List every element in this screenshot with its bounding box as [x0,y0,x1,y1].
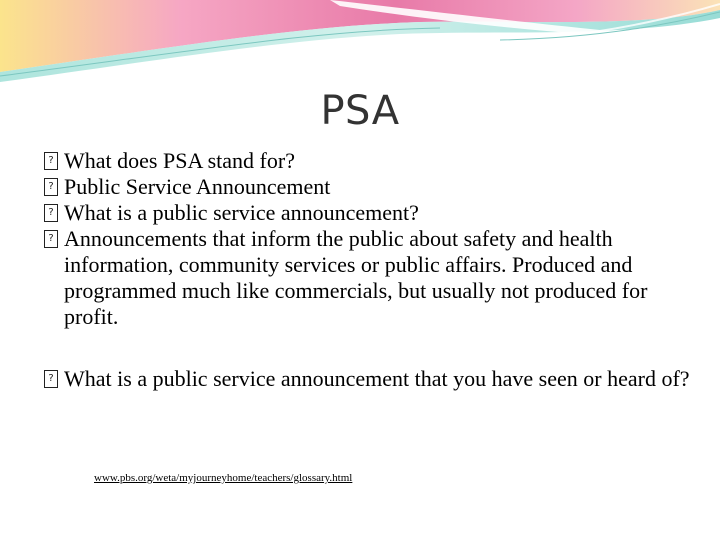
bullet-text: What is a public service announcement that you have seen or heard of? [64,366,690,391]
bullet-marker-icon: ? [44,370,58,388]
bullet-marker-icon: ? [44,230,58,248]
bullet-marker-icon: ? [44,178,58,196]
bullet-item [44,174,694,200]
bullet-text: What is a public service announcement? [64,200,419,225]
bullet-item [44,226,694,330]
bullet-item [44,148,694,174]
slide-body [44,148,694,392]
bullet-text: Announcements that inform the public about safety and health information, community services or public affairs. Produced and programmed much like commercials, but usually not produced for profit. [64,226,648,329]
source-link[interactable]: www.pbs.org/weta/myjourneyhome/teachers/glossary.html [94,472,353,484]
bullet-item [44,200,694,226]
slide-title: PSA [320,88,400,134]
bullet-text: Public Service Announcement [64,174,331,199]
bullet-item [44,366,694,392]
bullet-marker-icon: ? [44,204,58,222]
spacer [44,330,694,366]
bullet-text: What does PSA stand for? [64,148,295,173]
bullet-marker-icon: ? [44,152,58,170]
